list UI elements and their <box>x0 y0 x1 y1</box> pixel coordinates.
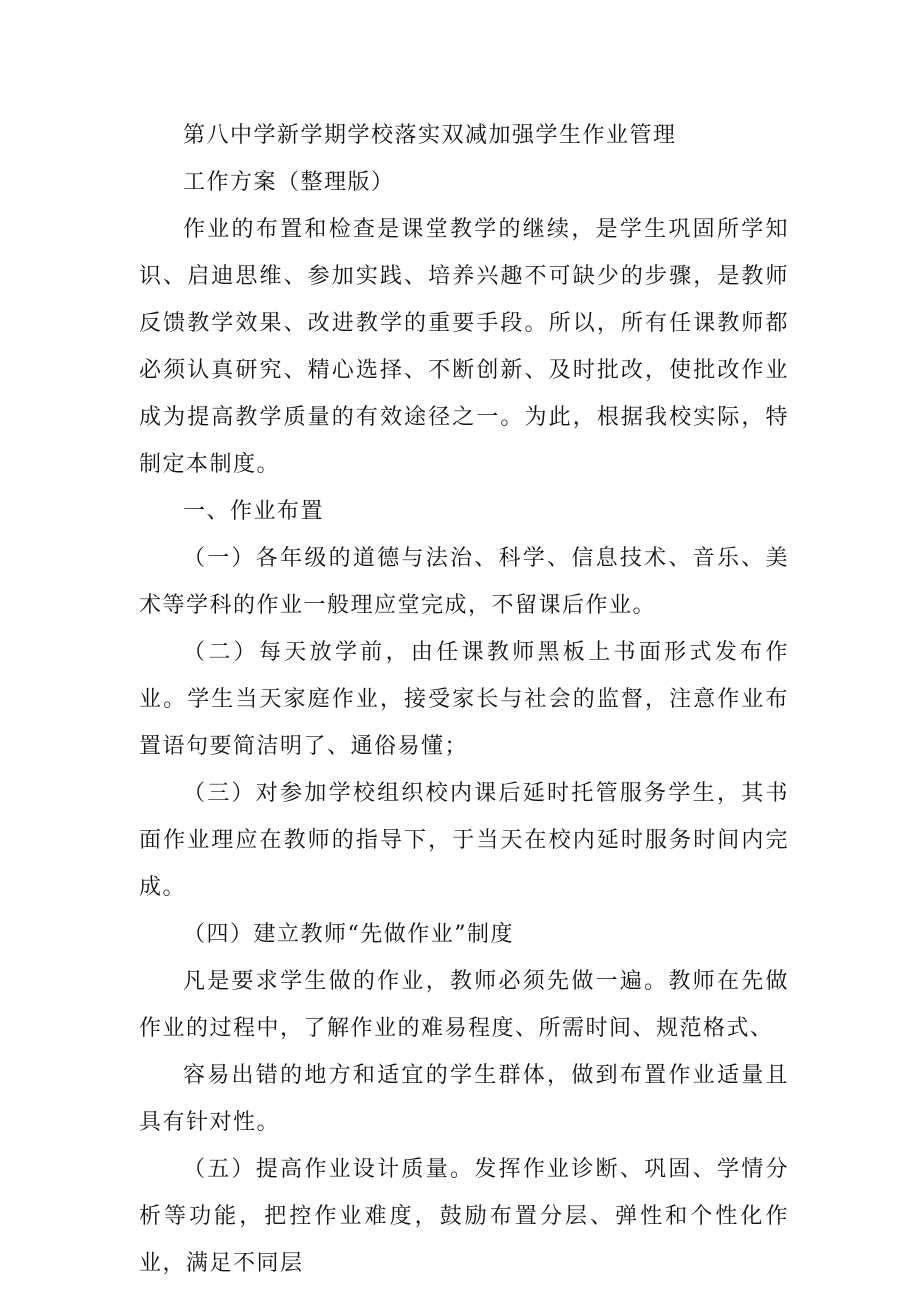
section-heading-assignment: 一、作业布置 <box>183 499 325 524</box>
item-3-paragraph: （三）对参加学校组织校内课后延时托管服务学生，其书面作业理应在教师的指导下，于当天在校内延时服务时间内完成。 <box>139 781 789 900</box>
item-4-paragraph-1: 凡是要求学生做的作业，教师必须先做一遍。教师在先做作业的过程中，了解作业的难易程度、所需时间、规范格式、 <box>139 969 789 1041</box>
item-4-heading: （四）建立教师“先做作业”制度 <box>183 922 514 947</box>
item-5-paragraph: （五）提高作业设计质量。发挥作业诊断、巩固、学情分析等功能，把控作业难度，鼓励布置分层、弹性和个性化作业，满足不同层 <box>139 1157 789 1276</box>
title-line-2: 工作方案（整理版） <box>183 170 395 195</box>
title-line-1: 第八中学新学期学校落实双减加强学生作业管理 <box>183 123 677 148</box>
item-4-paragraph-2: 容易出错的地方和适宜的学生群体，做到布置作业适量且具有针对性。 <box>139 1063 789 1135</box>
item-1-paragraph: （一）各年级的道德与法治、科学、信息技术、音乐、美术等学科的作业一般理应堂完成，不留课后作业。 <box>139 546 789 618</box>
intro-paragraph: 作业的布置和检查是课堂教学的继续，是学生巩固所学知识、启迪思维、参加实践、培养兴趣不可缺少的步骤，是教师反馈教学效果、改进教学的重要手段。所以，所有任课教师都必须认真研究、精心选择、不断创新、及时批改，使批改作业成为提高教学质量的有效途径之一。为此，根据我校实际，特制定本制度。 <box>139 217 789 477</box>
document-body <box>139 112 789 1287</box>
item-2-paragraph: （二）每天放学前，由任课教师黑板上书面形式发布作业。学生当天家庭作业，接受家长与社会的监督，注意作业布置语句要简洁明了、通俗易懂； <box>139 640 789 759</box>
